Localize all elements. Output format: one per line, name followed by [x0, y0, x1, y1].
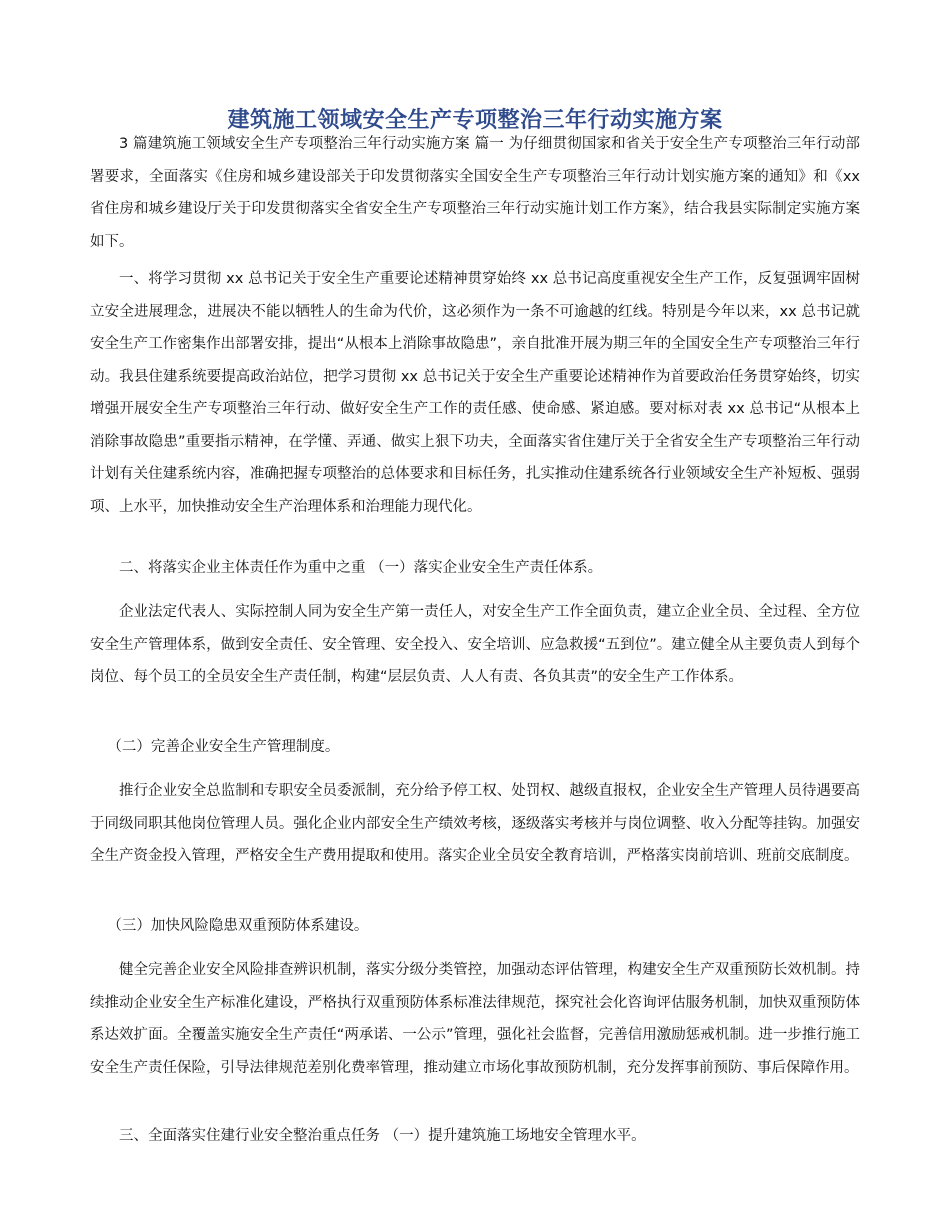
document-title: 建筑施工领域安全生产专项整治三年行动实施方案 [227, 108, 723, 133]
paragraph-subsection-3-body: 健全完善企业安全风险排查辨识机制，落实分级分类管控，加强动态评估管理，构建安全生产双重预防长效机制。持续推动企业安全生产标准化建设，严格执行双重预防体系标准法律规范，探究社会化咨询评估服务机制，加快双重预防体系达效扩面。全覆盖实施安全生产责任“两承诺、一公示”管理，强化社会监督，完善信用激励惩戒机制。进一步推行施工安全生产责任保险，引导法律规范差别化费率管理，推动建立市场化事故预防机制，充分发挥事前预防、事后保障作用。 [90, 962, 860, 1076]
paragraph-subsection-2-body: 推行企业安全总监制和专职安全员委派制，充分给予停工权、处罚权、越级直报权，企业安全生产管理人员待遇要高于同级同职其他岗位管理人员。强化企业内部安全生产绩效考核，逐级落实考核并与岗位调整、收入分配等挂钩。加强安全生产资金投入管理，严格安全生产费用提取和使用。落实企业全员安全教育培训，严格落实岗前培训、班前交底制度。 [90, 783, 860, 864]
paragraph-section-1: 一、将学习贯彻 xx 总书记关于安全生产重要论述精神贯穿始终 xx 总书记高度重视安全生产工作，反复强调牢固树立安全进展理念，进展决不能以牺牲人的生命为代价，这必须作为一条不可逾越的红线。特别是今年以来，xx 总书记就安全生产工作密集作出部署安排，提出“从根本上消除事故隐患”，亲自批准开展为期三年的全国安全生产专项整治三年行动。我县住建系统要提高政治站位，把学习贯彻 xx 总书记关于安全生产重要论述精神作为首要政治任务贯穿始终，切实增强开展安全生产专项整治三年行动、做好安全生产工作的责任感、使命感、紧迫感。要对标对表 xx 总书记“从根本上消除事故隐患”重要指示精神，在学懂、弄通、做实上狠下功夫，全面落实省住建厅关于全省安全生产专项整治三年行动计划有关住建系统内容，准确把握专项整治的总体要求和目标任务，扎实推动住建系统各行业领域安全生产补短板、强弱项、上水平，加快推动安全生产治理体系和治理能力现代化。 [90, 271, 860, 515]
paragraph-section-3-heading: 三、全面落实住建行业安全整治重点任务 （一）提升建筑施工场地安全管理水平。 [119, 1128, 646, 1144]
paragraph-intro: 3 篇建筑施工领域安全生产专项整治三年行动实施方案 篇一 为仔细贯彻国家和省关于安全生产专项整治三年行动部署要求，全面落实《住房和城乡建设部关于印发贯彻落实全国安全生产专项整治三年行动计划实施方案的通知》和《xx 省住房和城乡建设厅关于印发贯彻落实全省安全生产专项整治三年行动实施计划工作方案》，结合我县实际制定实施方案如下。 [90, 136, 860, 250]
paragraph-subsection-3: （三）加快风险隐患双重预防体系建设。 [107, 918, 369, 934]
paragraph-subsection-2: （二）完善企业安全生产管理制度。 [107, 739, 340, 755]
paragraph-section-2-heading: 二、将落实企业主体责任作为重中之重 （一）落实企业安全生产责任体系。 [119, 560, 603, 576]
paragraph-section-2-body: 企业法定代表人、实际控制人同为安全生产第一责任人，对安全生产工作全面负责，建立企业全员、全过程、全方位安全生产管理体系，做到安全责任、安全管理、安全投入、安全培训、应急救援“五到位”。建立健全从主要负责人到每个岗位、每个员工的全员安全生产责任制，构建“层层负责、人人有责、各负其责”的安全生产工作体系。 [90, 604, 860, 685]
